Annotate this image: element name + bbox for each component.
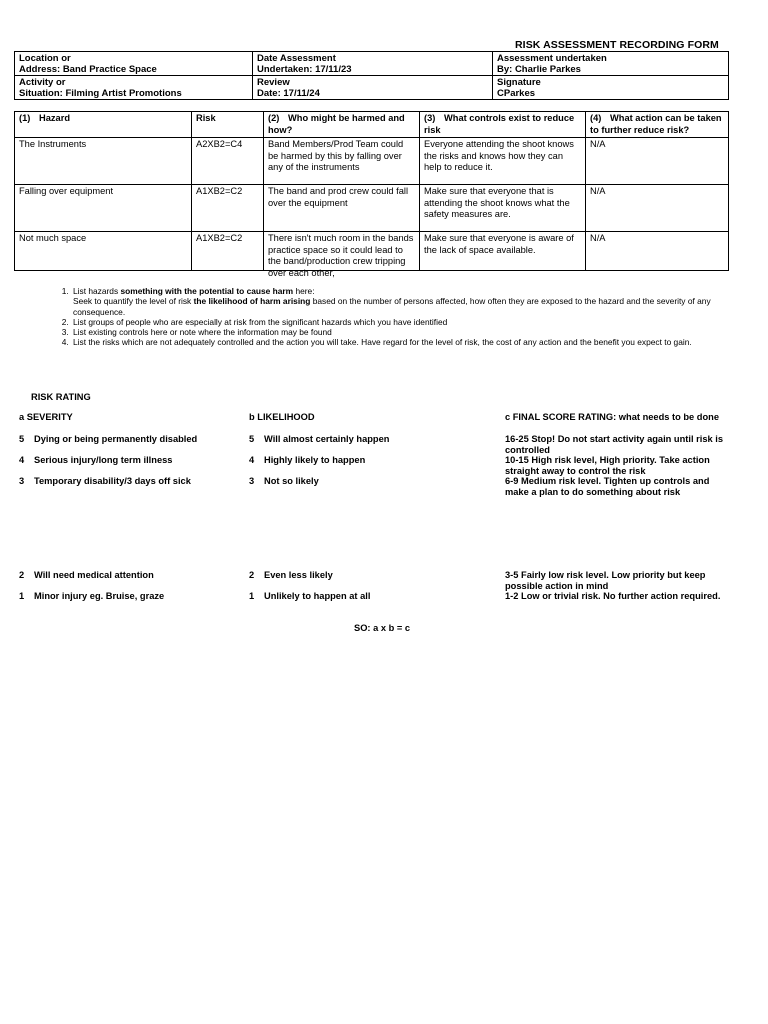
signature-value: CParkes <box>497 88 536 99</box>
hazard-cell: The Instruments <box>15 138 192 185</box>
review-label: Review <box>257 77 290 88</box>
assessment-info-table <box>14 51 729 100</box>
review-date: Date: 17/11/24 <box>257 88 320 99</box>
likelihood-item: 2 Even less likely <box>249 570 333 580</box>
severity-item: 5 Dying or being permanently disabled <box>19 434 198 444</box>
likelihood-item: 4 Highly likely to happen <box>249 455 366 465</box>
assessor-cell <box>493 52 729 76</box>
action-cell: N/A <box>586 185 729 232</box>
severity-item: 4 Serious injury/long term illness <box>19 455 173 465</box>
hazard-table-header <box>15 112 729 138</box>
risk-cell: A2XB2=C4 <box>192 138 264 185</box>
controls-cell: Make sure that everyone is aware of the lack of space available. <box>420 232 586 271</box>
risk-rating-title: RISK RATING <box>31 392 91 402</box>
severity-item: 1 Minor injury eg. Bruise, graze <box>19 591 165 601</box>
situation-value: Situation: Filming Artist Promotions <box>19 88 182 99</box>
hazard-column-header: (1) Hazard <box>15 112 192 138</box>
score-formula: SO: a x b = c <box>354 623 411 633</box>
likelihood-item: 3 Not so likely <box>249 476 319 486</box>
form-title: RISK ASSESSMENT RECORDING FORM <box>515 39 719 51</box>
final-score-item: 3-5 Fairly low risk level. Low priority but keep possible action in mind <box>505 570 706 591</box>
location-label: Location or <box>19 53 71 64</box>
table-row <box>15 185 729 232</box>
who-cell <box>264 232 420 278</box>
hazard-cell: Not much space <box>15 232 192 271</box>
instruction-item: 2. List groups of people who are especially at risk from the significant hazards which you have identified <box>71 317 735 327</box>
who-cell: The band and prod crew could fall over the equipment <box>264 185 420 232</box>
risk-cell: A1XB2=C2 <box>192 185 264 232</box>
undertaken-date: Undertaken: 17/11/23 <box>257 64 352 75</box>
instructions-list <box>55 286 735 348</box>
final-score-item: 1-2 Low or trivial risk. No further action required. <box>505 591 721 601</box>
action-cell: N/A <box>586 232 729 271</box>
activity-cell <box>15 76 253 100</box>
controls-column-header: (3) What controls exist to reduce risk <box>420 112 586 138</box>
who-column-header: (2) Who might be harmed and how? <box>264 112 420 138</box>
who-cell: Band Members/Prod Team could be harmed by this by falling over any of the instruments <box>264 138 420 185</box>
severity-heading: a SEVERITY <box>19 412 73 422</box>
date-cell <box>253 52 493 76</box>
who-cell-text: There isn't much room in the bands practice space so it could lead to the band/production crew tripping over each other, <box>268 233 414 278</box>
likelihood-heading: b LIKELIHOOD <box>249 412 315 422</box>
likelihood-item: 1 Unlikely to happen at all <box>249 591 371 601</box>
final-score-item: 6-9 Medium risk level. Tighten up controls and make a plan to do something about risk <box>505 476 710 497</box>
final-score-item: 16-25 Stop! Do not start activity again until risk is controlled <box>505 434 724 455</box>
action-column-header: (4) What action can be taken to further reduce risk? <box>586 112 729 138</box>
review-cell <box>253 76 493 100</box>
assessor-name: By: Charlie Parkes <box>497 64 581 75</box>
severity-item: 3 Temporary disability/3 days off sick <box>19 476 191 486</box>
instruction-item: 3. List existing controls here or note where the information may be found <box>71 327 735 337</box>
instruction-item: 1. List hazards something with the potential to cause harm here: Seek to quantify the level of risk the likelihood of harm arising based on the number of persons affected, how often they are exposed to the hazard and the severity of any consequence. <box>71 286 735 317</box>
date-label: Date Assessment <box>257 53 336 64</box>
action-cell: N/A <box>586 138 729 185</box>
location-cell <box>15 52 253 76</box>
assessment-label: Assessment undertaken <box>497 53 607 64</box>
controls-cell: Make sure that everyone that is attending the shoot knows what the safety measures are. <box>420 185 586 232</box>
address-value: Address: Band Practice Space <box>19 64 157 75</box>
table-row <box>15 232 729 271</box>
signature-label: Signature <box>497 77 541 88</box>
final-score-heading: c FINAL SCORE RATING: what needs to be done <box>505 412 720 422</box>
instruction-item: 4. List the risks which are not adequately controlled and the action you will take. Have regard for the level of risk, the cost of any action and the benefit you expect to gain. <box>71 337 735 347</box>
hazard-table <box>14 111 729 278</box>
risk-cell: A1XB2=C2 <box>192 232 264 271</box>
controls-cell: Everyone attending the shoot knows the risks and knows how they can help to reduce it. <box>420 138 586 185</box>
final-score-item: 10-15 High risk level, High priority. Take action straight away to control the risk <box>505 455 710 476</box>
severity-item: 2 Will need medical attention <box>19 570 154 580</box>
table-row <box>15 138 729 185</box>
signature-cell <box>493 76 729 100</box>
risk-column-header: Risk <box>192 112 264 138</box>
activity-label: Activity or <box>19 77 66 88</box>
hazard-cell: Falling over equipment <box>15 185 192 232</box>
likelihood-item: 5 Will almost certainly happen <box>249 434 390 444</box>
